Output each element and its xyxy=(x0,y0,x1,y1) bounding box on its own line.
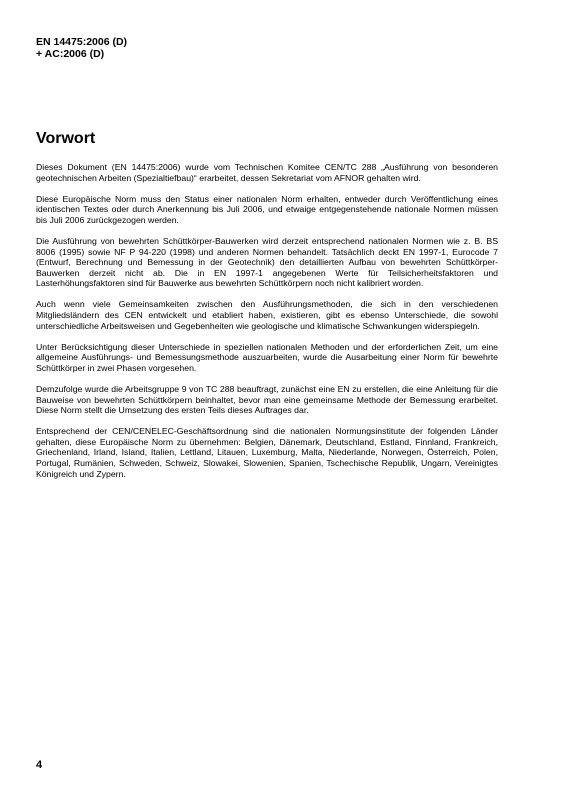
paragraph: Unter Berücksichtigung dieser Unterschiede in speziellen nationalen Methoden und der erforderlichen Zeit, um eine allgemeine Ausführungs- und Bemessungsmethode auszuarbeiten, wurde die Ausarbeitung einer Norm für bewehrte Schüttkörper in zwei Phasen vorgesehen. xyxy=(36,341,498,373)
document-header xyxy=(36,36,127,60)
page-number: 4 xyxy=(36,759,43,771)
paragraph: Die Ausführung von bewehrten Schüttkörper-Bauwerken wird derzeit entsprechend nationalen Normen wie z. B. BS 8006 (1995) sowie NF P 94-220 (1998) und anderen Normen behandelt. Tatsächlich deckt EN 1997-1, Eurocode 7 (Entwurf, Berechnung und Bemessung in der Geotechnik) den detaillierten Aufbau von bewehrten Schüttkörper-Bauwerken derzeit nicht ab. Die in EN 1997-1 angegebenen Werte für Teilsicherheitsfaktoren und Lasterhöhungsfaktoren sind für Bauwerke aus bewehrten Schüttkörpern noch nicht kalibriert worden. xyxy=(36,235,498,289)
paragraph: Entsprechend der CEN/CENELEC-Geschäftsordnung sind die nationalen Normungsinstitute der folgenden Länder gehalten, diese Europäische Norm zu übernehmen: Belgien, Dänemark, Deutschland, Estland, Finnland, Frankreich, Griechenland, Irland, Island, Italien, Lettland, Litauen, Luxemburg, Malta, Niederlande, Norwegen, Österreich, Polen, Portugal, Rumänien, Schweden, Schweiz, Slowakei, Slowenien, Spanien, Tschechische Republik, Ungarn, Vereinigtes Königreich und Zypern. xyxy=(36,426,498,479)
amendment-designation: + AC:2006 (D) xyxy=(36,48,105,60)
paragraph: Dieses Dokument (EN 14475:2006) wurde vom Technischen Komitee CEN/TC 288 „Ausführung von besonderen geotechnischen Arbeiten (Spezialtiefbau)“ erarbeitet, dessen Sekretariat vom AFNOR gehalten wird. xyxy=(36,162,498,183)
paragraph: Auch wenn viele Gemeinsamkeiten zwischen den Ausführungsmethoden, die sich in den verschiedenen Mitgliedsländern des CEN entwickelt und etabliert haben, existieren, gibt es ebenso Unterschiede, die sowohl unterschiedliche Arbeitsweisen und Gegebenheiten wie geologische und klimatische Schwankungen widerspiegeln. xyxy=(36,299,498,331)
paragraph: Diese Europäische Norm muss den Status einer nationalen Norm erhalten, entweder durch Veröffentlichung eines identischen Textes oder durch Anerkennung bis Juli 2006, und etwaige entgegenstehende nationale Normen müssen bis Juli 2006 zurückgezogen werden. xyxy=(36,193,498,225)
foreword-body xyxy=(36,162,498,490)
paragraph: Demzufolge wurde die Arbeitsgruppe 9 von TC 288 beauftragt, zunächst eine EN zu erstellen, die eine Anleitung für die Bauweise von bewehrten Schüttkörpern beinhaltet, bevor man eine gemeinsame Methode der Bemessung erarbeitet. Diese Norm stellt die Umsetzung des ersten Teils dieses Auftrages dar. xyxy=(36,384,498,416)
section-title: Vorwort xyxy=(36,130,96,147)
standard-designation: EN 14475:2006 (D) xyxy=(36,36,128,48)
